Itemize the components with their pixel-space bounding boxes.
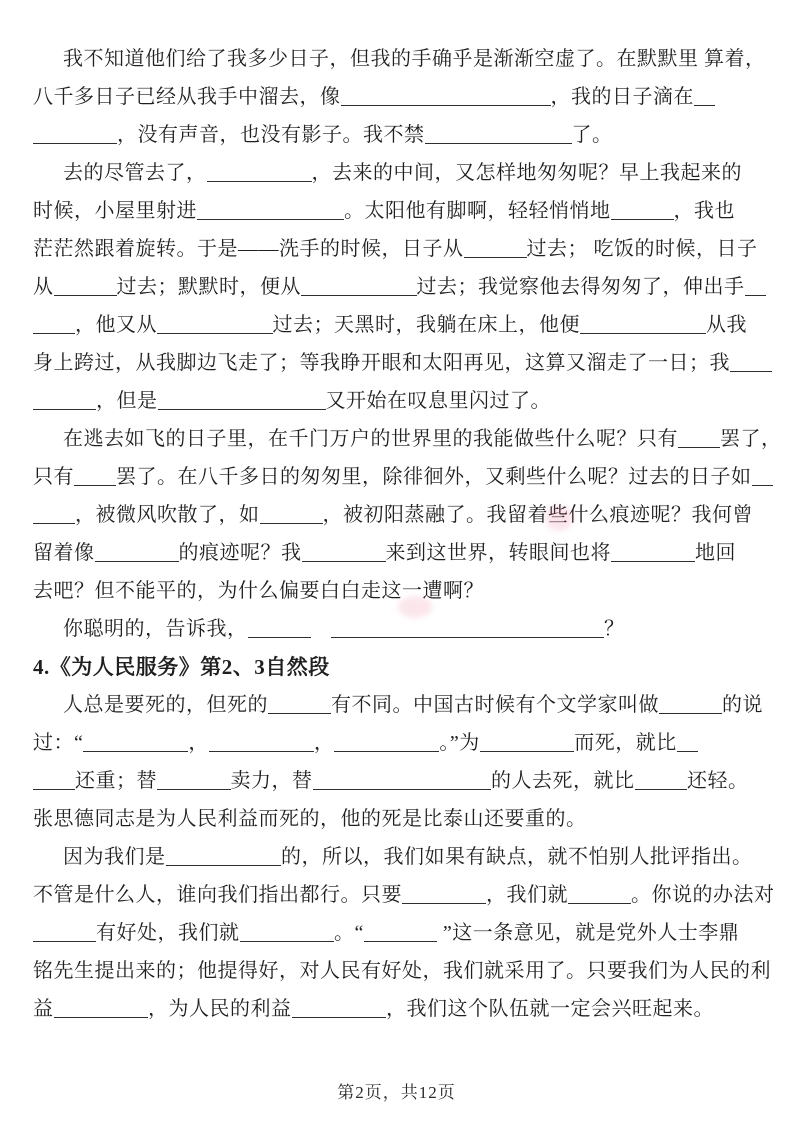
text-line: 益 ，为人民的利益 ，我们这个队伍就一定会兴旺起来。 xyxy=(33,998,714,1020)
fill-in-blank xyxy=(694,92,715,106)
paragraph-chunks-2 xyxy=(33,154,765,420)
fill-in-blank xyxy=(54,282,117,296)
worksheet-body xyxy=(33,40,782,1028)
fill-in-blank xyxy=(95,548,179,562)
fill-in-blank xyxy=(248,624,311,638)
fill-in-blank xyxy=(302,548,386,562)
text-line: ，但是 又开始在叹息里闪过了。 xyxy=(33,382,765,420)
fill-in-blank xyxy=(240,928,335,942)
fill-in-blank xyxy=(402,890,486,904)
fill-in-blank xyxy=(334,738,439,752)
text-line: 只有 罢了。在八千多日的匆匆里，除徘徊外，又剩些什么呢？过去的日子如 xyxy=(33,458,765,496)
fill-in-blank xyxy=(33,130,117,144)
fill-in-blank xyxy=(341,92,551,106)
fill-in-blank xyxy=(33,928,96,942)
fill-in-blank xyxy=(301,282,417,296)
text-line: 从 过去；默默时，便从 过去；我觉察他去得匆匆了，伸出手 xyxy=(33,268,765,306)
fill-in-blank xyxy=(166,852,282,866)
fill-in-blank xyxy=(268,700,331,714)
text-line: 你聪明的，告诉我， ？ xyxy=(63,618,625,640)
fill-in-blank xyxy=(364,928,438,942)
fill-in-blank xyxy=(197,206,344,220)
text-line: 铭先生提出来的；他提得好，对人民有好处，我们就采用了。只要我们为人民的利 xyxy=(33,960,771,982)
text-line: 因为我们是 的，所以，我们如果有缺点，就不怕别人批评指出。 xyxy=(63,846,753,868)
fill-in-blank xyxy=(464,244,527,258)
text-line: 张思德同志是为人民利益而死的，他的死是比泰山还要重的。 xyxy=(33,808,587,830)
fill-in-blank xyxy=(158,396,326,410)
fill-in-blank xyxy=(207,168,312,182)
fill-in-blank xyxy=(54,1004,149,1018)
text-line: 留着像 的痕迹呢？我 来到这世界，转眼间也将 地回 xyxy=(33,542,736,564)
fill-in-blank xyxy=(678,434,720,448)
fill-in-blank xyxy=(425,130,572,144)
text-line: ，被微风吹散了，如 ，被初阳蒸融了。我留着些什么痕迹呢？我何曾 xyxy=(33,496,765,534)
fill-in-blank xyxy=(33,510,75,524)
text-line: ，他又从 过去；天黑时，我躺在床上，他便 从我 xyxy=(33,306,765,344)
fill-in-blank xyxy=(33,776,75,790)
section-heading-text: 4.《为人民服务》第2、3自然段 xyxy=(33,655,330,679)
text-line: 八千多日子已经从我手中溜去，像 ，我的日子滴在 xyxy=(33,78,765,116)
fill-in-blank xyxy=(611,206,674,220)
fill-in-blank xyxy=(209,738,314,752)
paragraph-chunks-3 xyxy=(33,420,782,610)
text-line: 时候，小屋里射进 。太阳他有脚啊，轻轻悄悄地 ，我也 xyxy=(33,200,735,222)
fill-in-blank xyxy=(745,282,766,296)
paragraph-service-2 xyxy=(33,838,775,1028)
fill-in-blank xyxy=(33,320,75,334)
fill-in-blank xyxy=(635,776,688,790)
text-line: 人总是要死的，但死的 有不同。中国古时候有个文学家叫做 的说 xyxy=(63,694,763,716)
paragraph-chunks-4 xyxy=(33,610,765,648)
text-line: 我不知道他们给了我多少日子，但我的手确乎是渐渐空虚了。在默默里 算着， xyxy=(63,48,766,70)
fill-in-blank xyxy=(157,776,231,790)
fill-in-blank xyxy=(292,1004,387,1018)
fill-in-blank xyxy=(677,738,698,752)
paragraph-chunks-1 xyxy=(33,40,765,154)
text-line: 去吧？但不能平的，为什么偏要白白走这一遭啊？ xyxy=(33,580,484,602)
fill-in-blank xyxy=(83,738,188,752)
fill-in-blank xyxy=(730,358,772,372)
text-line: 茫茫然跟着旋转。于是——洗手的时候，日子从 过去； 吃饭的时候，日子 xyxy=(33,238,758,260)
paragraph-service-1 xyxy=(33,686,765,838)
fill-in-blank xyxy=(580,320,706,334)
fill-in-blank xyxy=(659,700,722,714)
fill-in-blank xyxy=(331,624,604,638)
text-line: 不管是什么人，谁向我们指出都行。只要 ，我们就 。你说的办法对 xyxy=(33,884,775,906)
fill-in-blank xyxy=(33,396,96,410)
text-line: 在逃去如飞的日子里，在千门万户的世界里的我能做些什么呢？只有 罢了， xyxy=(63,428,782,450)
text-line: 有好处，我们就 。“ ”这一条意见，就是党外人士李鼎 xyxy=(33,914,765,952)
fill-in-blank xyxy=(568,890,631,904)
fill-in-blank xyxy=(611,548,695,562)
text-line: 还重；替 卖力，替 的人去死，就比 还轻。 xyxy=(33,762,765,800)
text-line: ，没有声音，也没有影子。我不禁 了。 xyxy=(33,116,765,154)
section-heading-weirenmin xyxy=(33,648,765,686)
text-line: 过：“ ， ， 。”为 而死，就比 xyxy=(33,724,765,762)
fill-in-blank xyxy=(260,510,323,524)
page-number-footer: 第2页，共12页 xyxy=(337,1083,456,1102)
fill-in-blank xyxy=(480,738,575,752)
fill-in-blank xyxy=(74,472,116,486)
fill-in-blank xyxy=(313,776,492,790)
text-line: 去的尽管去了， ，去来的中间，又怎样地匆匆呢？早上我起来的 xyxy=(63,162,742,184)
fill-in-blank xyxy=(752,472,773,486)
text-line: 身上跨过，从我脚边飞走了；等我睁开眼和太阳再见，这算又溜走了一日；我 xyxy=(33,344,765,382)
fill-in-blank xyxy=(157,320,273,334)
